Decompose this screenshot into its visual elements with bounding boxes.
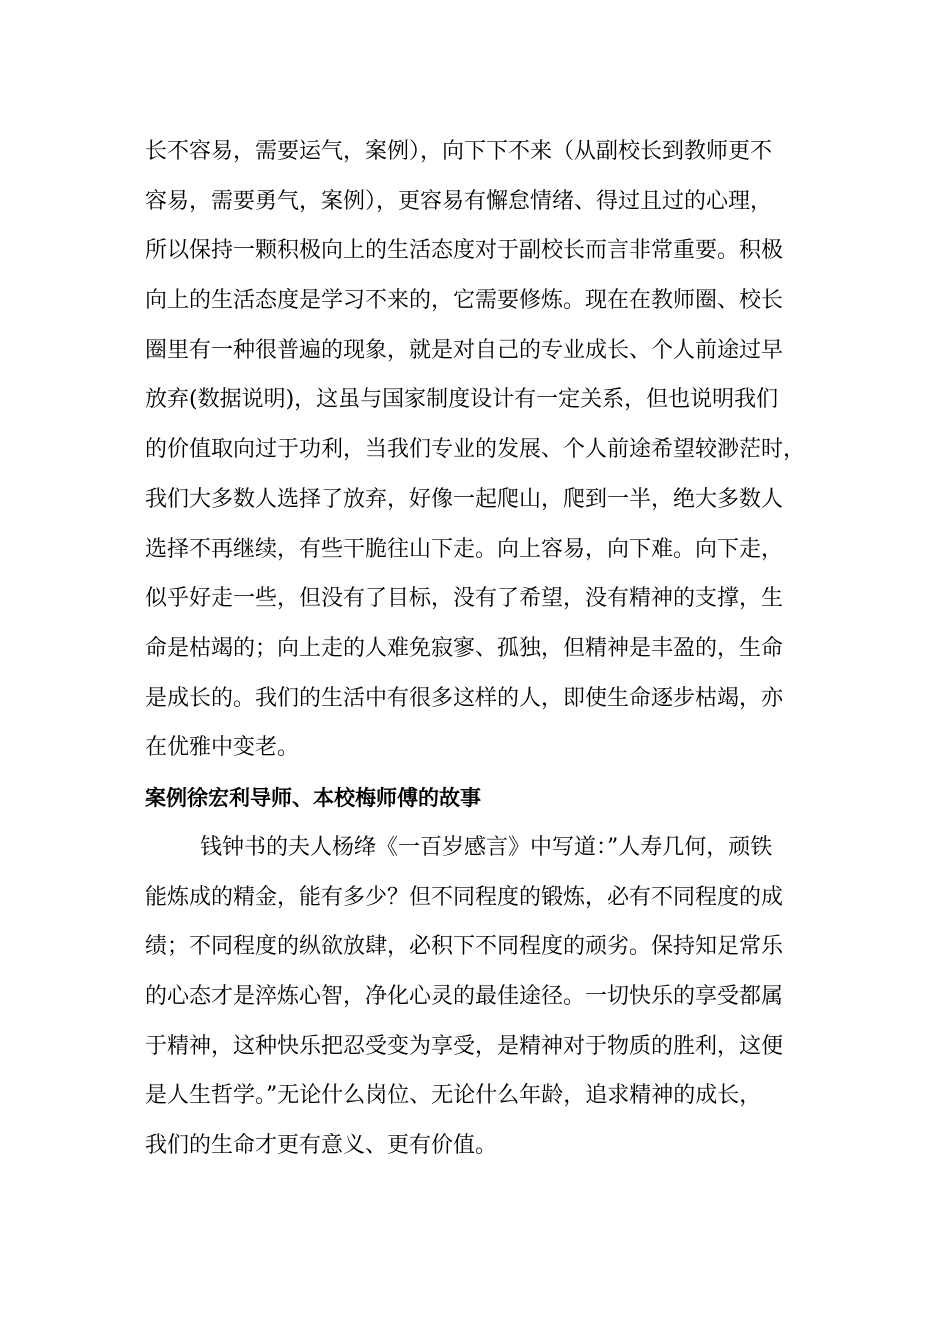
paragraph-2-line-1: 钱钟书的夫人杨绛《一百岁感言》中写道：”人寿几何，顽铁 <box>200 835 773 860</box>
paragraph-1-line-6: 放弃(数据说明)，这虽与国家制度设计有一定关系，但也说明我们 <box>145 387 779 412</box>
paragraph-1-line-4: 向上的生活态度是学习不来的，它需要修炼。现在在教师圈、校长 <box>145 288 784 313</box>
paragraph-2-line-4: 的心态才是淬炼心智，净化心灵的最佳途径。一切快乐的享受都属 <box>145 984 784 1009</box>
paragraph-2-line-5: 于精神，这种快乐把忍受变为享受，是精神对于物质的胜利，这便 <box>145 1034 784 1059</box>
paragraph-1-line-7: 的价值取向过于功利，当我们专业的发展、个人前途希望较渺茫时， <box>145 437 806 462</box>
paragraph-1-line-10: 似乎好走一些，但没有了目标，没有了希望，没有精神的支撑，生 <box>145 586 784 611</box>
paragraph-1-line-2: 容易，需要勇气，案例），更容易有懈怠情绪、得过且过的心理， <box>145 189 773 214</box>
paragraph-1-line-8: 我们大多数人选择了放弃，好像一起爬山，爬到一半，绝大多数人 <box>145 487 784 512</box>
paragraph-1-line-3: 所以保持一颗积极向上的生活态度对于副校长而言非常重要。积极 <box>145 238 784 263</box>
paragraph-2-line-7: 我们的生命才更有意义、更有价值。 <box>145 1133 498 1158</box>
paragraph-2-line-2: 能炼成的精金，能有多少？但不同程度的锻炼，必有不同程度的成 <box>145 885 784 910</box>
paragraph-2-line-3: 绩；不同程度的纵欲放肆，必积下不同程度的顽劣。保持知足常乐 <box>145 934 784 959</box>
paragraph-1-line-11: 命是枯竭的；向上走的人难免寂寥、孤独，但精神是丰盈的，生命 <box>145 636 784 661</box>
paragraph-1-line-12: 是成长的。我们的生活中有很多这样的人，即使生命逐步枯竭，亦 <box>145 686 784 711</box>
paragraph-1-line-1: 长不容易，需要运气，案例），向下下不来（从副校长到教师更不 <box>145 139 773 164</box>
paragraph-1-line-13: 在优雅中变老。 <box>145 735 300 760</box>
case-heading: 案例徐宏利导师、本校梅师傅的故事 <box>145 786 481 810</box>
paragraph-1-line-5: 圈里有一种很普遍的现象，就是对自己的专业成长、个人前途过早 <box>145 338 784 363</box>
paragraph-1-line-9: 选择不再继续，有些干脆往山下走。向上容易，向下难。向下走， <box>145 537 784 562</box>
paragraph-2-line-6: 是人生哲学。”无论什么岗位、无论什么年龄，追求精神的成长， <box>145 1083 762 1108</box>
